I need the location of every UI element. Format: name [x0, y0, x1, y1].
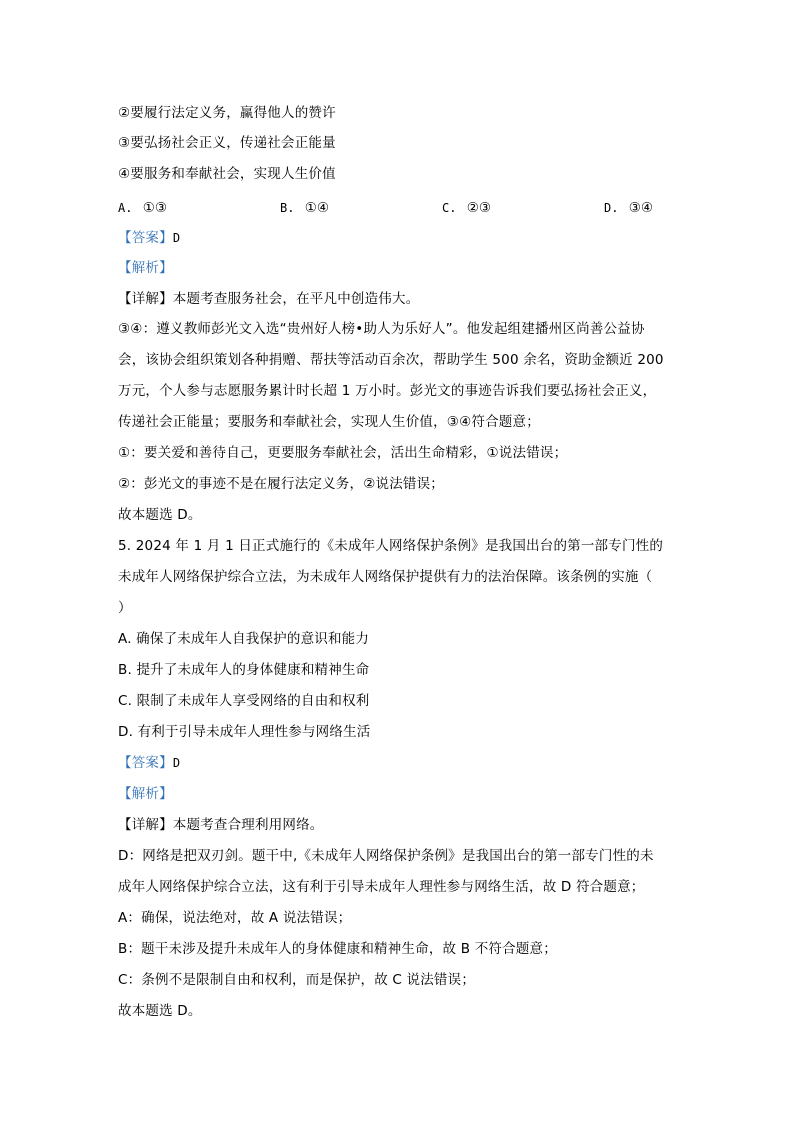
- q5-detail-line: D：网络是把双刃剑。题干中,《未成年人网络保护条例》是我国出台的第一部专门性的未: [118, 848, 654, 864]
- q5-stem-line: 未成年人网络保护综合立法，为未成年人网络保护提供有力的法治保障。该条例的实施（: [118, 569, 653, 585]
- q4-option-d-letter: D.: [604, 201, 619, 215]
- q4-statement-3: ③要弘扬社会正义，传递社会正能量: [118, 135, 336, 151]
- q4-option-b-text: ①④: [304, 200, 329, 216]
- q5-conclusion: 故本题选 D。: [118, 1003, 202, 1019]
- q5-option-b: B. 提升了未成年人的身体健康和精神生命: [118, 662, 370, 678]
- q4-detail-line: 【详解】本题考查服务社会，在平凡中创造伟大。: [118, 291, 420, 307]
- q4-answer-value: D: [172, 231, 181, 245]
- q4-conclusion: 故本题选 D。: [118, 507, 202, 523]
- q5-option-a: A. 确保了未成年人自我保护的意识和能力: [118, 631, 370, 647]
- q5-stem-line: 5. 2024 年 1 月 1 日正式施行的《未成年人网络保护条例》是我国出台的第一部专门性的: [118, 538, 664, 554]
- q4-option-c-text: ②③: [466, 200, 491, 216]
- q4-option-c: [442, 199, 491, 217]
- q4-detail-line: 万元，个人参与志愿服务累计时长超 1 万小时。彭光文的事迹告诉我们要弘扬社会正义，: [118, 383, 657, 399]
- q4-analysis-label: 【解析】: [118, 260, 173, 276]
- q4-answer-label: 【答案】: [118, 230, 173, 246]
- q4-option-c-letter: C.: [442, 201, 457, 215]
- q5-answer-label: 【答案】: [118, 755, 173, 771]
- q5-analysis-label: 【解析】: [118, 786, 173, 802]
- q5-detail-line: A：确保，说法绝对，故 A 说法错误；: [118, 910, 352, 926]
- q4-option-a-letter: A.: [118, 201, 133, 215]
- q4-statement-2: ②要履行法定义务，赢得他人的赞许: [118, 105, 336, 121]
- q5-detail-line: 【详解】本题考查合理利用网络。: [118, 817, 324, 833]
- q4-option-b-letter: B.: [280, 201, 295, 215]
- q4-option-a-text: ①③: [142, 200, 167, 216]
- q4-detail-line: ①：要关爱和善待自己，更要服务奉献社会，活出生命精彩，①说法错误；: [118, 445, 568, 461]
- q4-option-b: [280, 199, 329, 217]
- q5-option-d: D. 有利于引导未成年人理性参与网络生活: [118, 724, 371, 740]
- q4-detail-line: 会，该协会组织策划各种捐赠、帮扶等活动百余次，帮助学生 500 余名，资助金额近 200: [118, 352, 664, 368]
- q5-detail-line: B：题干未涉及提升未成年人的身体健康和精神生命，故 B 不符合题意；: [118, 941, 557, 957]
- q5-option-c: C. 限制了未成年人享受网络的自由和权利: [118, 693, 370, 709]
- q5-answer-value: D: [172, 756, 181, 770]
- q4-option-d: [604, 199, 653, 217]
- q4-detail-line: 传递社会正能量；要服务和奉献社会，实现人生价值，③④符合题意；: [118, 414, 540, 430]
- q5-answer: [118, 754, 180, 772]
- q4-detail-line: ③④：遵义教师彭光文入选“贵州好人榜•助人为乐好人”。他发起组建播州区尚善公益协: [118, 321, 645, 337]
- q4-answer: [118, 229, 180, 247]
- q5-stem-blank: ）: [118, 600, 132, 616]
- q4-option-d-text: ③④: [628, 200, 653, 216]
- q5-detail-line: 成年人网络保护综合立法，这有利于引导未成年人理性参与网络生活，故 D 符合题意；: [118, 879, 645, 895]
- q4-option-a: [118, 199, 167, 217]
- q4-statement-4: ④要服务和奉献社会，实现人生价值: [118, 166, 336, 182]
- q5-detail-line: C：条例不是限制自由和权利，而是保护，故 C 说法错误；: [118, 972, 476, 988]
- q4-detail-line: ②：彭光文的事迹不是在履行法定义务，②说法错误；: [118, 476, 445, 492]
